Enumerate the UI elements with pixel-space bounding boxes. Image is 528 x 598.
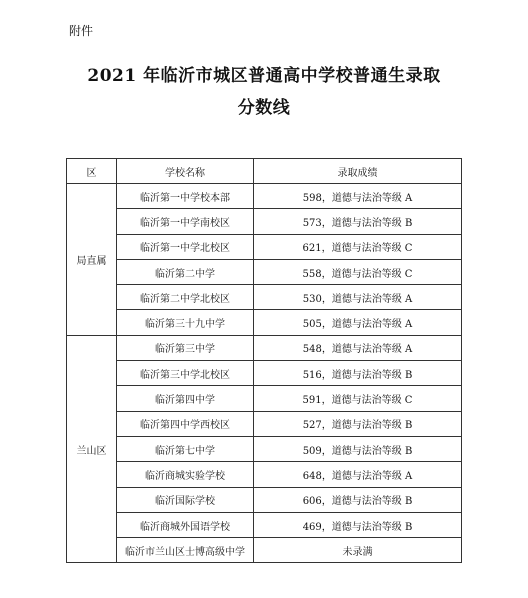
district-cell: 兰山区 <box>67 335 117 563</box>
table-row <box>67 310 462 335</box>
document-title-line-1: 2021 年临沂市城区普通高中学校普通生录取 <box>87 66 441 86</box>
school-name-cell: 临沂第一中学北校区 <box>117 234 254 259</box>
admission-score-cell: 未录满 <box>254 538 462 563</box>
school-name-cell: 临沂市兰山区士博高级中学 <box>117 538 254 563</box>
header-admission-score: 录取成绩 <box>254 159 462 184</box>
admission-score-cell: 505，道德与法治等级 A <box>254 310 462 335</box>
admission-score-cell: 606，道德与法治等级 B <box>254 487 462 512</box>
school-name-cell: 临沂第七中学 <box>117 436 254 461</box>
table-row <box>67 361 462 386</box>
admission-score-cell: 516，道德与法治等级 B <box>254 361 462 386</box>
admission-score-cell: 591，道德与法治等级 C <box>254 386 462 411</box>
admission-score-cell: 469，道德与法治等级 B <box>254 512 462 537</box>
admission-score-cell: 509，道德与法治等级 B <box>254 436 462 461</box>
admission-score-cell: 621，道德与法治等级 C <box>254 234 462 259</box>
admission-score-cell: 648，道德与法治等级 A <box>254 462 462 487</box>
attachment-label: 附件 <box>69 24 94 38</box>
table-row <box>67 487 462 512</box>
admission-score-cell: 573，道德与法治等级 B <box>254 209 462 234</box>
document-title-line-2: 分数线 <box>237 98 291 118</box>
table-row <box>67 234 462 259</box>
school-name-cell: 临沂第三中学 <box>117 335 254 360</box>
table-row <box>67 538 462 563</box>
school-name-cell: 临沂第三中学北校区 <box>117 361 254 386</box>
admission-score-cell: 530，道德与法治等级 A <box>254 285 462 310</box>
school-name-cell: 临沂第四中学西校区 <box>117 411 254 436</box>
school-name-cell: 临沂第二中学北校区 <box>117 285 254 310</box>
school-name-cell: 临沂第一中学南校区 <box>117 209 254 234</box>
school-name-cell: 临沂第三十九中学 <box>117 310 254 335</box>
district-cell: 局直属 <box>67 184 117 336</box>
table-row <box>67 512 462 537</box>
school-name-cell: 临沂商城外国语学校 <box>117 512 254 537</box>
score-table-body <box>67 159 462 563</box>
table-row <box>67 386 462 411</box>
table-header-row <box>67 159 462 184</box>
header-school-name: 学校名称 <box>117 159 254 184</box>
admission-score-cell: 558，道德与法治等级 C <box>254 259 462 284</box>
school-name-cell: 临沂第二中学 <box>117 259 254 284</box>
school-name-cell: 临沂第四中学 <box>117 386 254 411</box>
table-row <box>67 436 462 461</box>
table-row <box>67 411 462 436</box>
admission-score-cell: 598，道德与法治等级 A <box>254 184 462 209</box>
table-row <box>67 335 462 360</box>
school-name-cell: 临沂国际学校 <box>117 487 254 512</box>
table-row <box>67 184 462 209</box>
header-district: 区 <box>67 159 117 184</box>
table-row <box>67 209 462 234</box>
admission-score-table <box>66 158 462 563</box>
school-name-cell: 临沂商城实验学校 <box>117 462 254 487</box>
table-row <box>67 259 462 284</box>
table-row <box>67 285 462 310</box>
admission-score-cell: 548，道德与法治等级 A <box>254 335 462 360</box>
admission-score-cell: 527，道德与法治等级 B <box>254 411 462 436</box>
table-row <box>67 462 462 487</box>
school-name-cell: 临沂第一中学校本部 <box>117 184 254 209</box>
